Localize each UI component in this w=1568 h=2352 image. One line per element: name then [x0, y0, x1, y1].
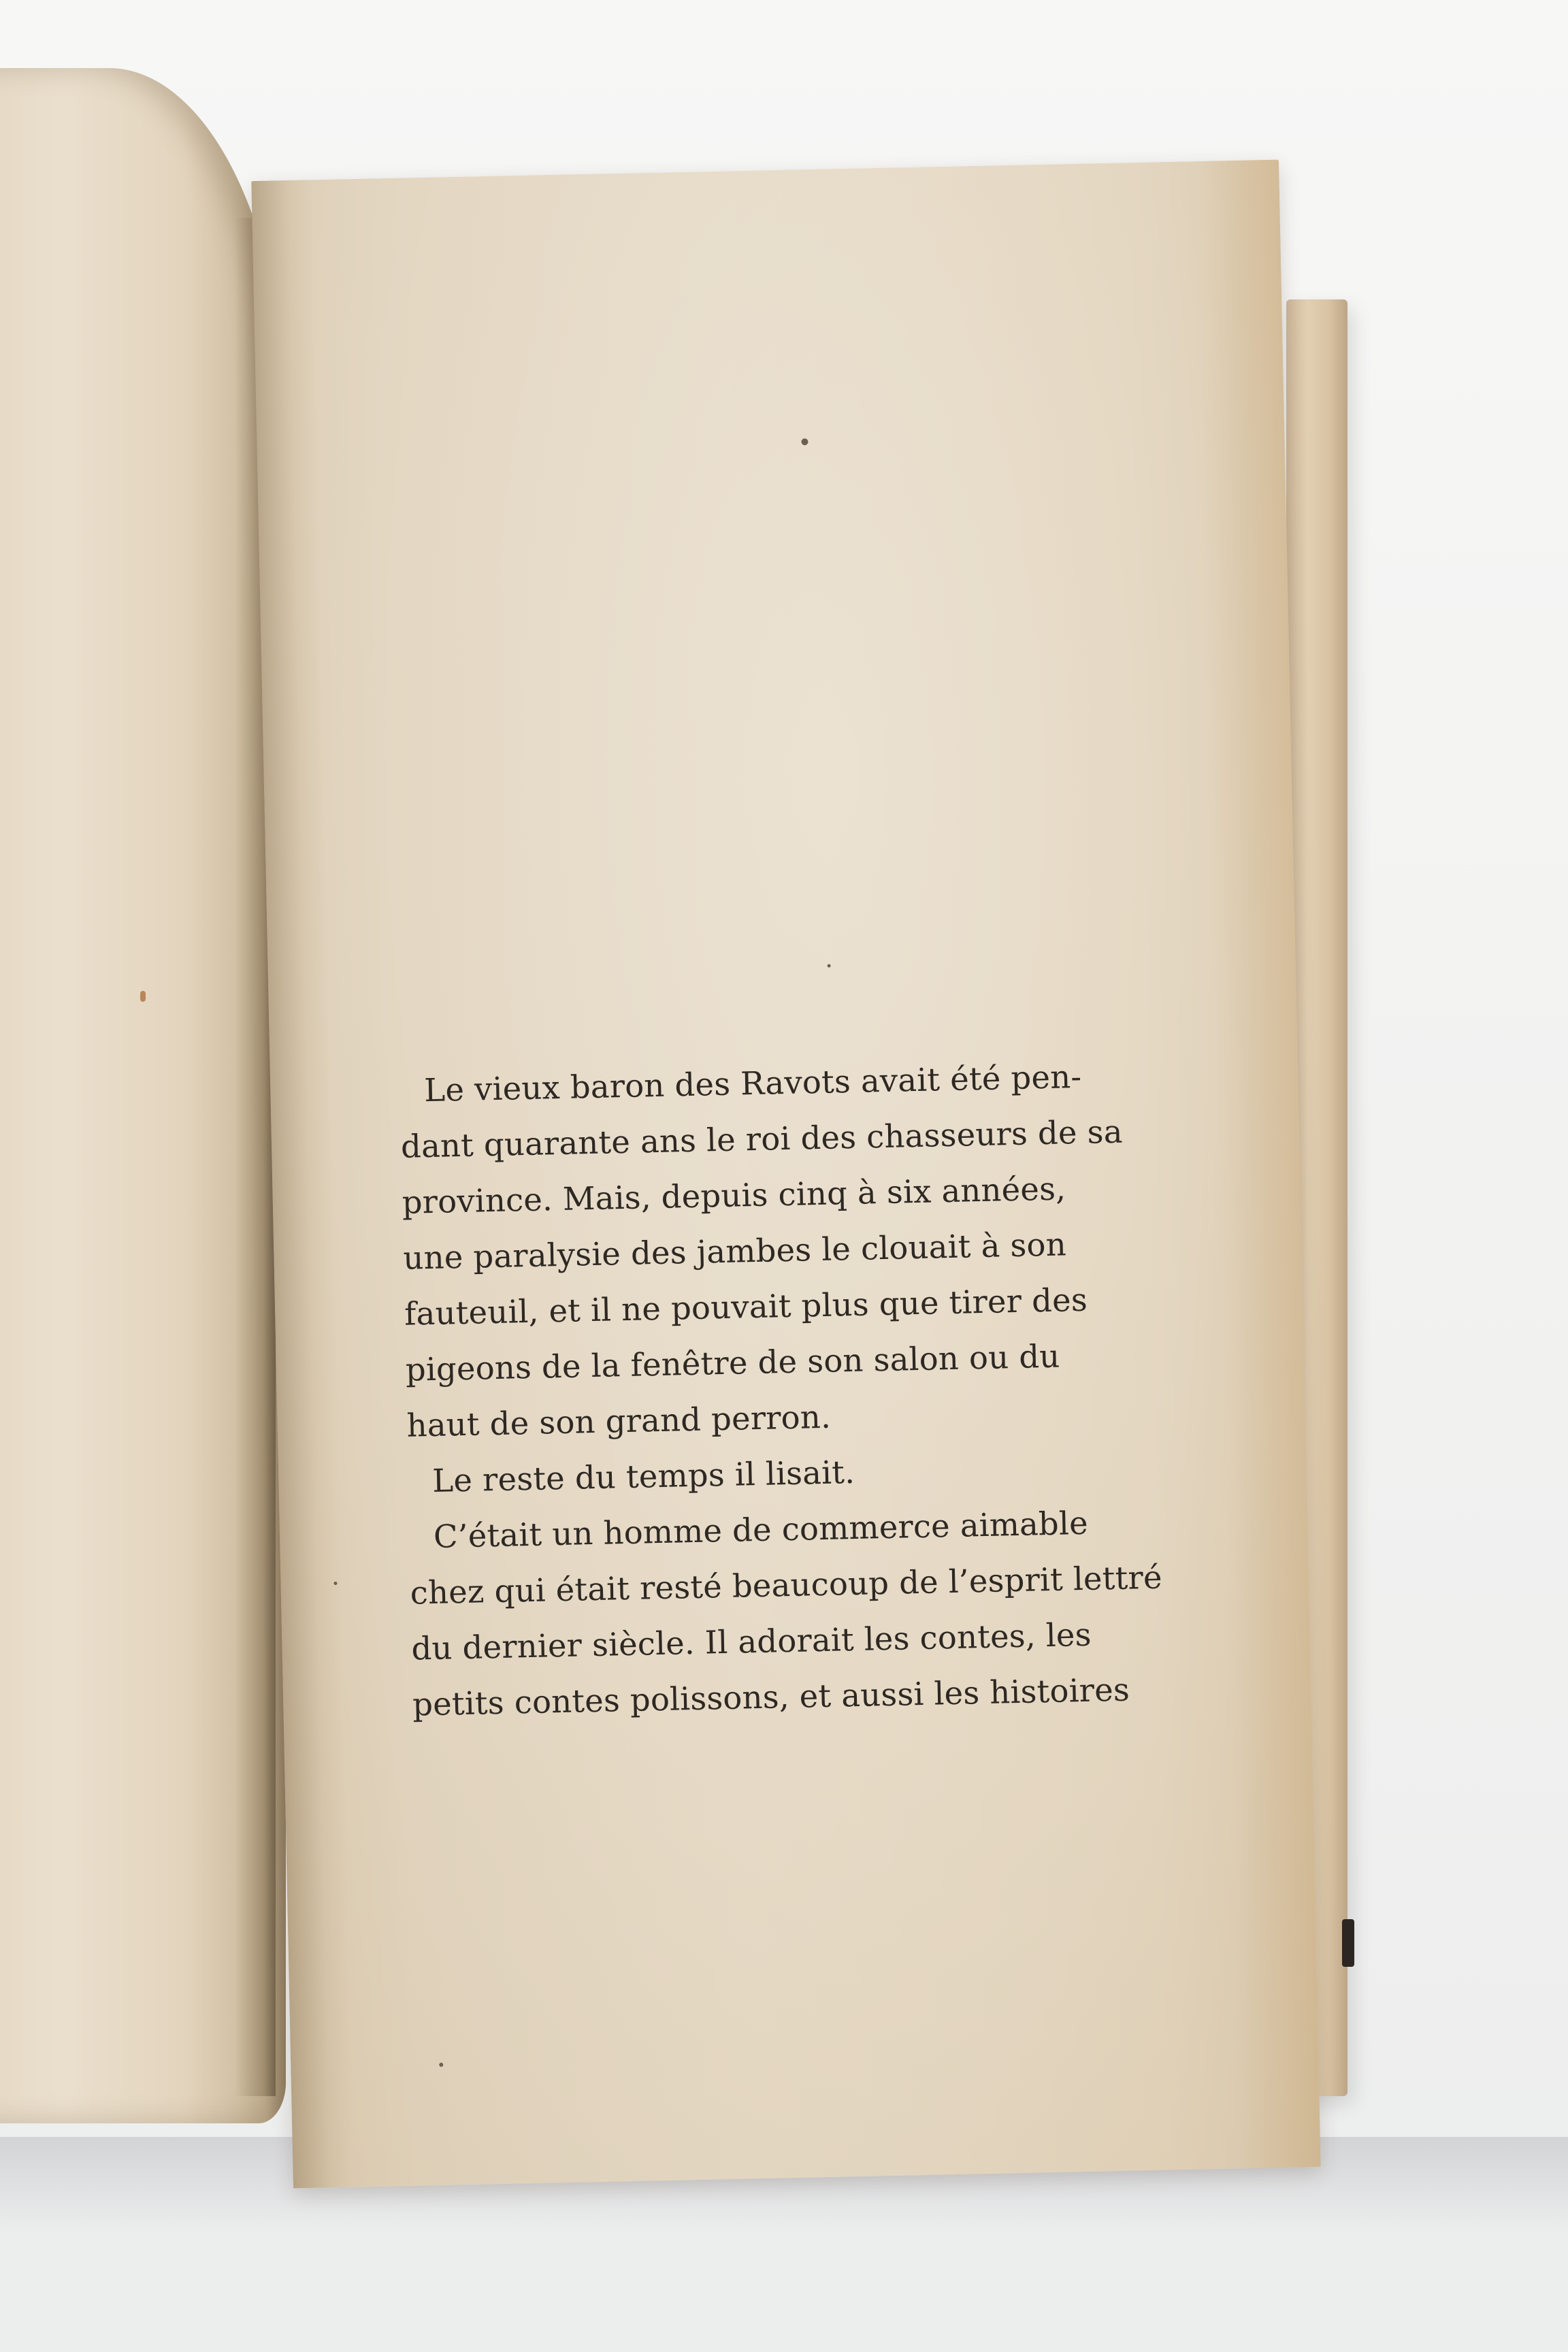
paper-speck: [333, 1582, 337, 1585]
text-line: C’était un homme de commerce aimable: [433, 1504, 1089, 1555]
text-line: haut de son grand perron.: [406, 1398, 832, 1444]
text-line: une paralysie des jambes le clouait à son: [402, 1226, 1067, 1277]
text-line: Le vieux baron des Ravots avait été pen-: [423, 1058, 1082, 1109]
cover-corner-mark: [1342, 1919, 1354, 1967]
text-line: dant quarante ans le roi des chasseurs de sa: [400, 1113, 1124, 1165]
text-line: Le reste du temps il lisait.: [431, 1453, 855, 1499]
right-page: [251, 160, 1320, 2189]
text-line: chez qui était resté beaucoup de l’esprit lettré: [410, 1558, 1163, 1612]
paper-stain: [140, 991, 146, 1002]
text-line: du dernier siècle. Il adorait les contes, les: [410, 1616, 1092, 1667]
text-line: pigeons de la fenêtre de son salon ou du: [405, 1337, 1060, 1388]
paper-speck: [801, 438, 808, 445]
text-line: province. Mais, depuis cinq à six années,: [402, 1170, 1066, 1221]
text-line: petits contes polissons, et aussi les histoires: [412, 1671, 1130, 1723]
paper-speck: [439, 2063, 443, 2067]
page-text: [399, 1049, 1163, 1732]
text-line: fauteuil, et il ne pouvait plus que tirer des: [404, 1281, 1088, 1333]
paper-speck: [828, 964, 831, 968]
